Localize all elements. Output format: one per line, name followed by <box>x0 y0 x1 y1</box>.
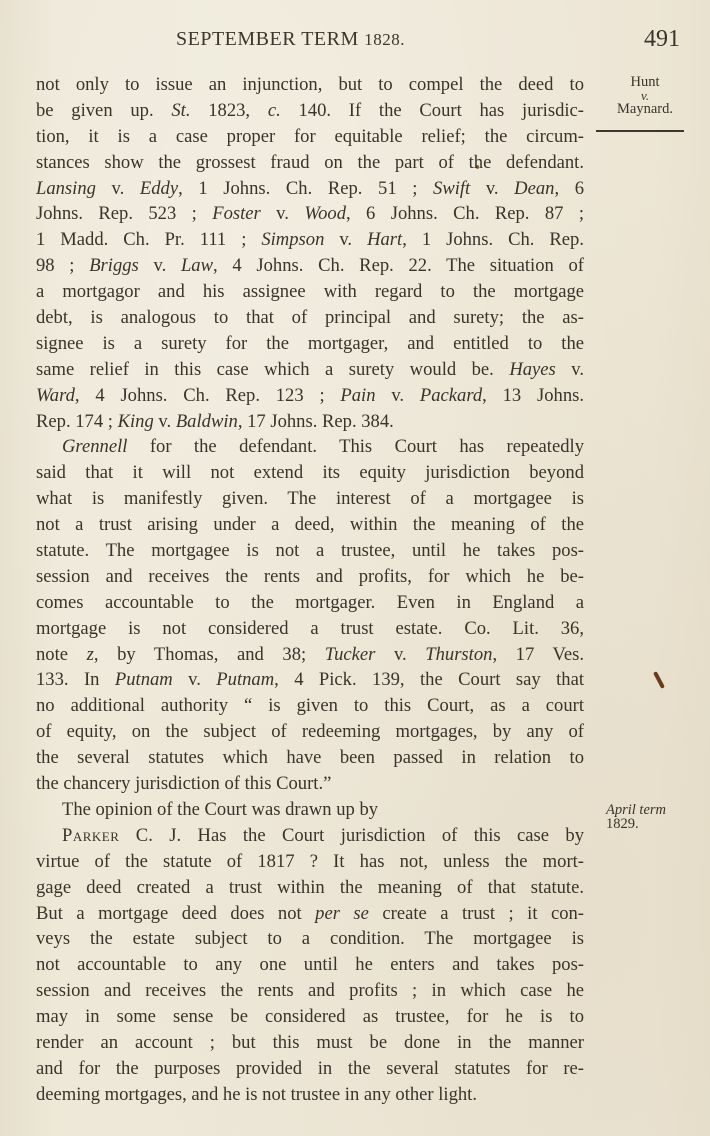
text-segment: 140. If the Court has jurisdic- <box>280 99 584 121</box>
text-line <box>36 667 584 693</box>
text-segment: v. <box>153 410 176 432</box>
text-segment: mortgage is not considered a trust estate. Co. Lit. 36, <box>36 617 584 639</box>
text-segment: v. <box>324 229 368 251</box>
text-line <box>36 176 584 202</box>
italic-citation: Simpson <box>261 229 325 251</box>
italic-citation: Dean <box>514 177 555 199</box>
text-segment: 1823, <box>190 99 268 121</box>
text-line <box>36 72 584 98</box>
text-segment: be given up. <box>36 99 172 121</box>
term-label: April term <box>606 802 667 818</box>
text-segment: v. <box>138 255 181 277</box>
italic-citation: c. <box>267 99 281 121</box>
italic-citation: Packard <box>419 384 483 406</box>
text-segment: v. <box>260 203 305 225</box>
text-line <box>36 512 584 538</box>
text-segment: of equity, on the subject of redeeming mortgages, by any of <box>36 721 584 743</box>
text-segment: Rep. 174 ; <box>36 410 118 432</box>
term-year: 1829. <box>606 816 639 832</box>
text-segment: 98 ; <box>36 255 90 277</box>
italic-citation: Pain <box>340 384 376 406</box>
text-line <box>36 1056 584 1082</box>
italic-citation: Putnam <box>114 669 173 691</box>
margin-note-term <box>606 803 706 831</box>
text-line <box>36 564 584 590</box>
text-segment: statute. The mortgagee is not a trustee, until he takes pos- <box>36 540 584 562</box>
text-segment: debt, is analogous to that of principal and surety; the as- <box>36 307 584 329</box>
case-plaintiff: Hunt <box>630 74 660 90</box>
text-segment: gage deed created a trust within the meaning of that statute. <box>36 876 584 898</box>
text-segment: Johns. Rep. 523 ; <box>36 203 213 225</box>
text-segment: , 1 Johns. Ch. Rep. <box>402 229 584 251</box>
text-segment: not only to issue an injunction, but to compel the deed to <box>36 74 584 95</box>
text-line <box>36 331 584 357</box>
text-segment: 133. In <box>36 669 115 691</box>
case-versus: v. <box>640 88 650 103</box>
text-line <box>36 279 584 305</box>
italic-citation: Briggs <box>89 255 139 277</box>
text-segment: no additional authority “ is given to this Court, as a court <box>36 695 584 717</box>
text-line <box>36 693 584 719</box>
text-line <box>36 875 584 901</box>
italic-citation: St. <box>171 99 191 121</box>
text-line <box>36 590 584 616</box>
text-segment: note <box>36 643 87 665</box>
text-segment: the chancery jurisdiction of this Court.” <box>36 773 332 795</box>
text-line <box>36 823 584 849</box>
text-line <box>36 745 584 771</box>
running-head <box>0 28 710 58</box>
text-segment: v. <box>172 669 217 691</box>
italic-citation: Swift <box>433 177 471 199</box>
text-line <box>36 460 584 486</box>
text-segment: create a trust ; it con- <box>368 902 585 924</box>
running-title-year: 1828. <box>364 30 406 49</box>
text-segment: comes accountable to the mortgager. Even in England a <box>36 591 584 613</box>
italic-citation: per se <box>315 902 369 924</box>
text-line <box>36 926 584 952</box>
italic-citation: Hayes <box>509 358 556 380</box>
text-segment: 1 Madd. Ch. Pr. 111 ; <box>36 229 262 251</box>
text-segment: stances show the grossest fraud on the part of the defendant. <box>36 151 584 173</box>
text-line <box>36 642 584 668</box>
italic-citation: Tucker <box>324 643 376 665</box>
text-segment: veys the estate subject to a condition. The mortgagee is <box>36 928 584 950</box>
text-segment: not a trust arising under a deed, within the meaning of the <box>36 514 584 536</box>
text-segment: may in some sense be considered as trustee, for he is to <box>36 1006 584 1028</box>
margin-note-case-name <box>590 74 700 117</box>
italic-citation: Ward <box>36 384 75 406</box>
text-segment: v. <box>375 643 426 665</box>
text-segment: , 17 Johns. Rep. 384. <box>237 410 394 432</box>
italic-citation: King <box>117 410 154 432</box>
text-line <box>36 1004 584 1030</box>
text-segment: for the defendant. This Court has repeatedly <box>127 436 584 458</box>
text-segment: what is manifestly given. The interest of a mortgagee is <box>36 488 584 510</box>
case-defendant: Maynard. <box>617 101 673 117</box>
italic-citation: Hart <box>367 229 403 251</box>
text-line <box>36 98 584 124</box>
text-line <box>36 1030 584 1056</box>
italic-citation: Wood <box>304 203 346 225</box>
italic-citation: Law <box>180 255 214 277</box>
text-segment: , 13 Johns. <box>482 384 585 406</box>
text-line <box>36 952 584 978</box>
text-segment: virtue of the statute of 1817 ? It has not, unless the mort- <box>36 850 584 872</box>
text-segment: said that it will not extend its equity jurisdiction beyond <box>36 462 584 484</box>
text-segment: The opinion of the Court was drawn up by <box>62 798 379 820</box>
text-segment: a mortgagor and his assignee with regard to the mortgage <box>36 281 584 303</box>
judge-name: Parker <box>62 824 120 846</box>
text-segment: tion, it is a case proper for equitable relief; the circum- <box>36 125 584 147</box>
text-line <box>36 849 584 875</box>
text-segment: , 1 Johns. Ch. Rep. 51 ; <box>178 177 434 199</box>
text-line <box>36 978 584 1004</box>
text-line <box>36 797 584 823</box>
text-line <box>36 434 584 460</box>
text-segment: render an account ; but this must be done in the manner <box>36 1031 584 1053</box>
text-line <box>36 538 584 564</box>
running-title <box>176 28 405 51</box>
text-segment: v. <box>555 358 584 380</box>
text-segment: , by Thomas, and 38; <box>93 643 325 665</box>
text-segment: deeming mortgages, and he is not trustee in any other light. <box>36 1083 477 1105</box>
text-segment: , 17 Ves. <box>492 643 584 665</box>
text-line <box>36 227 584 253</box>
text-line <box>36 253 584 279</box>
text-segment: v. <box>470 177 515 199</box>
text-segment: C. J. Has the Court jurisdiction of this case by <box>119 824 584 846</box>
text-line <box>36 771 584 797</box>
page-number: 491 <box>644 26 680 52</box>
text-segment: , 4 Johns. Ch. Rep. 22. The situation of <box>213 255 584 277</box>
text-segment: signee is a surety for the mortgager, and entitled to the <box>36 332 584 354</box>
text-line <box>36 124 584 150</box>
text-segment: session and receives the rents and profits ; in which case he <box>36 980 584 1002</box>
text-line <box>36 1082 584 1108</box>
text-segment: not accountable to any one until he enters and takes pos- <box>36 954 584 976</box>
text-segment: same relief in this case which a surety would be. <box>36 358 510 380</box>
italic-citation: Baldwin <box>175 410 238 432</box>
italic-citation: Eddy <box>139 177 179 199</box>
ink-mark-decoration <box>653 671 665 689</box>
text-line <box>36 201 584 227</box>
text-segment: But a mortgage deed does not <box>36 902 316 924</box>
text-segment: , 6 <box>554 177 585 199</box>
text-line <box>36 901 584 927</box>
text-segment: the several statutes which have been passed in relation to <box>36 747 584 769</box>
text-line <box>36 616 584 642</box>
text-segment: session and receives the rents and profits, for which he be- <box>36 565 584 587</box>
text-line <box>36 383 584 409</box>
margin-rule-divider <box>596 130 684 132</box>
italic-citation: Grennell <box>62 436 128 458</box>
italic-citation: Thurston <box>425 643 493 665</box>
italic-citation: Putnam <box>216 669 275 691</box>
text-segment: , 6 Johns. Ch. Rep. 87 ; <box>346 203 584 225</box>
text-line <box>36 409 584 435</box>
text-segment: v. <box>375 384 420 406</box>
body-text <box>36 72 584 1108</box>
italic-citation: z <box>86 643 94 665</box>
text-segment: , 4 Johns. Ch. Rep. 123 ; <box>74 384 341 406</box>
text-segment: v. <box>95 177 140 199</box>
running-title-text: SEPTEMBER TERM <box>176 28 359 50</box>
text-line <box>36 486 584 512</box>
text-line <box>36 305 584 331</box>
text-segment: and for the purposes provided in the several statutes for re- <box>36 1057 584 1079</box>
italic-citation: Foster <box>212 203 261 225</box>
text-line <box>36 357 584 383</box>
italic-citation: Lansing <box>36 177 96 199</box>
text-line <box>36 150 584 176</box>
text-line <box>36 719 584 745</box>
text-segment: , 4 Pick. 139, the Court say that <box>274 669 584 691</box>
